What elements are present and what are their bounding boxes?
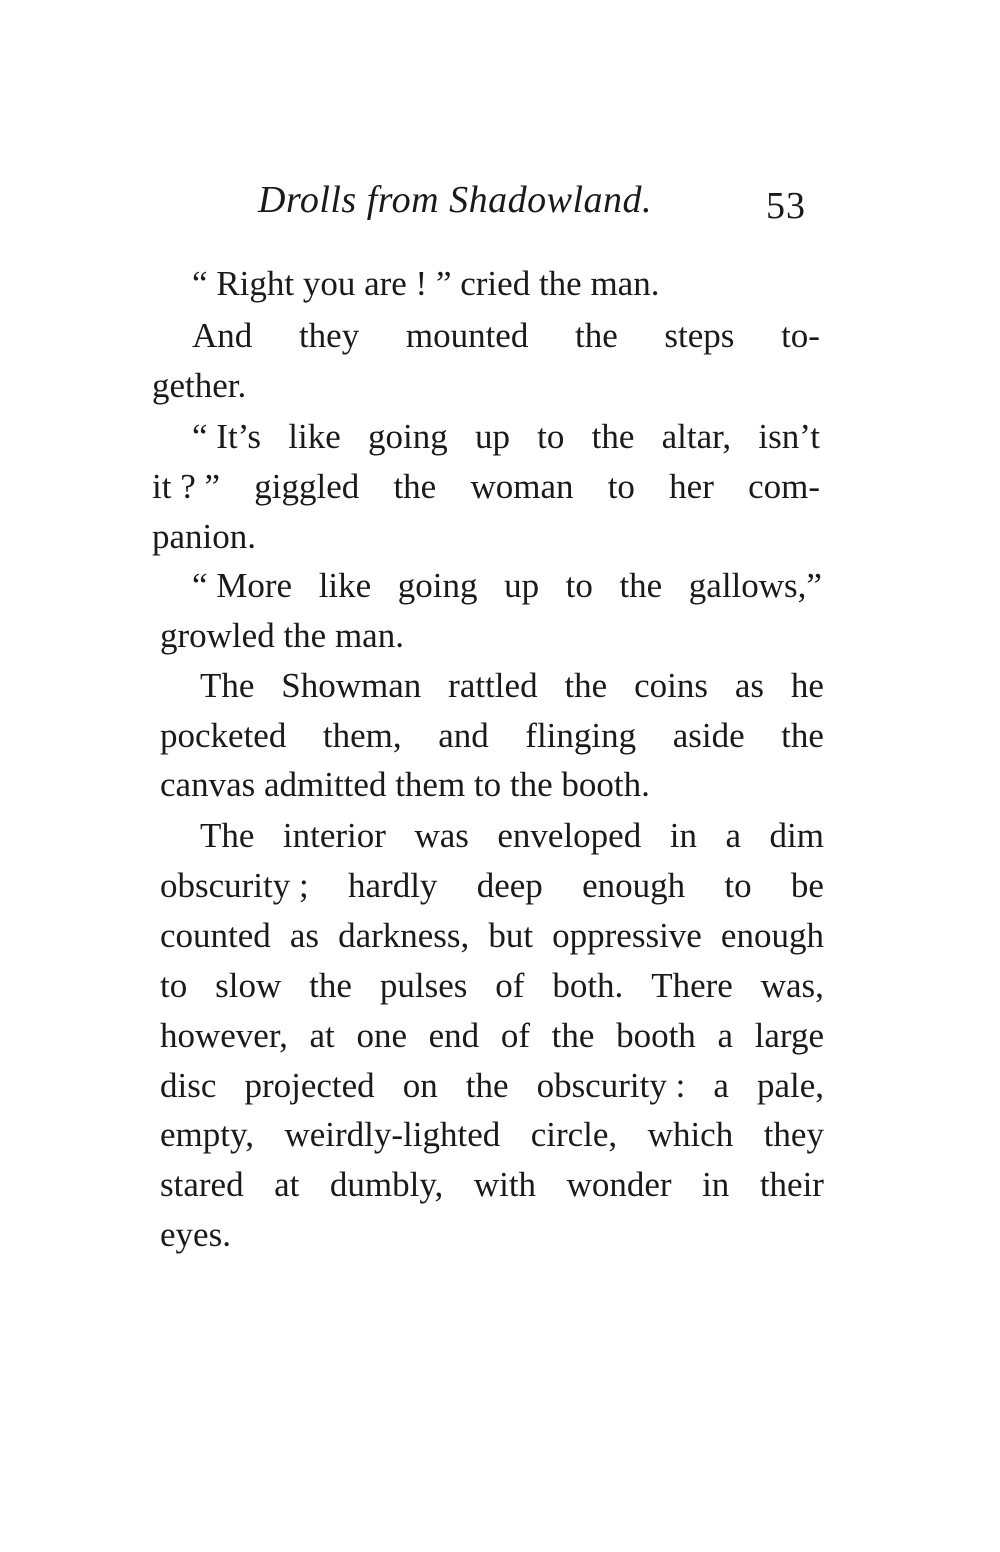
page-number: 53 (766, 185, 806, 227)
word: them, (322, 716, 402, 755)
text-line (152, 469, 820, 504)
word: going (397, 566, 478, 605)
word: disc (160, 1066, 217, 1105)
word: the (575, 316, 618, 355)
word: it ? ” (152, 467, 221, 506)
word: Showman (281, 666, 422, 705)
word: be (790, 866, 824, 905)
text-line (192, 419, 820, 454)
word: “ Right you are ! ” cried the man. (192, 264, 660, 303)
word: empty, (160, 1115, 254, 1154)
word: her (669, 467, 714, 506)
word: And (192, 316, 253, 355)
word: he (790, 666, 824, 705)
text-line (160, 1018, 824, 1053)
word: to (607, 467, 635, 506)
word: which (647, 1115, 734, 1154)
word: going (367, 417, 448, 456)
word: obscurity ; (160, 866, 309, 905)
running-head-title: Drolls from Shadowland. (258, 179, 653, 221)
word: mounted (405, 316, 529, 355)
word: on (402, 1066, 438, 1105)
word: The (200, 666, 255, 705)
word: however, (160, 1016, 288, 1055)
text-line (160, 767, 650, 802)
text-line (160, 718, 824, 753)
word: “ More (192, 566, 293, 605)
word: was (414, 816, 469, 855)
word: end (428, 1016, 480, 1055)
word: projected (244, 1066, 375, 1105)
word: gallows,” (688, 566, 822, 605)
text-line (160, 1167, 824, 1202)
word: the (591, 417, 635, 456)
text-line (160, 918, 824, 953)
word: to (565, 566, 593, 605)
word: a (725, 816, 741, 855)
word: like (288, 417, 341, 456)
word: the (564, 666, 608, 705)
word: deep (476, 866, 543, 905)
word: steps (664, 316, 735, 355)
word: The (200, 816, 255, 855)
word: they (298, 316, 360, 355)
text-line (192, 266, 659, 301)
word: booth (616, 1016, 696, 1055)
word: as (289, 916, 320, 955)
text-line (200, 668, 824, 703)
word: weirdly-lighted (284, 1115, 501, 1154)
text-line (152, 368, 246, 403)
word: with (473, 1165, 537, 1204)
text-line (200, 818, 824, 853)
word: enough (720, 916, 824, 955)
word: growled the man. (160, 616, 404, 655)
word: in (702, 1165, 730, 1204)
word: the (781, 716, 824, 755)
word: There (651, 966, 733, 1005)
word: eyes. (160, 1215, 231, 1254)
word: circle, (530, 1115, 618, 1154)
word: wonder (566, 1165, 672, 1204)
word: pocketed (160, 716, 287, 755)
text-line (192, 568, 822, 603)
word: altar, (661, 417, 732, 456)
word: obscurity : (536, 1066, 686, 1105)
word: counted (160, 916, 271, 955)
word: stared (160, 1165, 244, 1204)
word: a (717, 1016, 734, 1055)
text-line (160, 968, 824, 1003)
word: but (488, 916, 534, 955)
word: dim (769, 816, 824, 855)
word: both. (552, 966, 624, 1005)
word: to- (781, 316, 820, 355)
word: of (495, 966, 525, 1005)
word: up (474, 417, 510, 456)
word: slow (215, 966, 282, 1005)
word: to (160, 966, 188, 1005)
word: giggled (254, 467, 360, 506)
word: as (734, 666, 765, 705)
word: isn’t (758, 417, 820, 456)
word: the (393, 467, 437, 506)
word: gether. (152, 366, 247, 405)
text-line (160, 1068, 824, 1103)
word: a (713, 1066, 729, 1105)
word: was, (760, 966, 824, 1005)
word: woman (470, 467, 574, 506)
word: darkness, (338, 916, 470, 955)
word: and (438, 716, 489, 755)
word: like (318, 566, 372, 605)
word: of (500, 1016, 530, 1055)
word: the (309, 966, 352, 1005)
word: up (504, 566, 540, 605)
word: flinging (525, 716, 637, 755)
text-line (160, 1117, 824, 1152)
word: one (356, 1016, 407, 1055)
text-line (160, 618, 404, 653)
word: to (724, 866, 752, 905)
word: the (619, 566, 663, 605)
word: their (759, 1165, 824, 1204)
word: in (669, 816, 697, 855)
text-line (160, 1217, 231, 1252)
word: interior (282, 816, 386, 855)
word: hardly (348, 866, 438, 905)
word: the (465, 1066, 509, 1105)
word: aside (672, 716, 745, 755)
word: enveloped (497, 816, 642, 855)
word: dumbly, (329, 1165, 444, 1204)
word: panion. (152, 517, 257, 556)
word: at (274, 1165, 300, 1204)
word: “ It’s (192, 417, 262, 456)
word: pulses (379, 966, 468, 1005)
word: oppressive (552, 916, 702, 955)
word: enough (582, 866, 686, 905)
word: they (763, 1115, 824, 1154)
word: at (309, 1016, 335, 1055)
word: rattled (448, 666, 538, 705)
text-line (160, 868, 824, 903)
word: coins (634, 666, 708, 705)
word: pale, (756, 1066, 824, 1105)
word: large (754, 1016, 824, 1055)
word: to (537, 417, 565, 456)
text-line (152, 519, 256, 554)
text-line (192, 318, 820, 353)
word: com- (748, 467, 820, 506)
word: canvas admitted them to the booth. (160, 765, 650, 804)
word: the (551, 1016, 595, 1055)
